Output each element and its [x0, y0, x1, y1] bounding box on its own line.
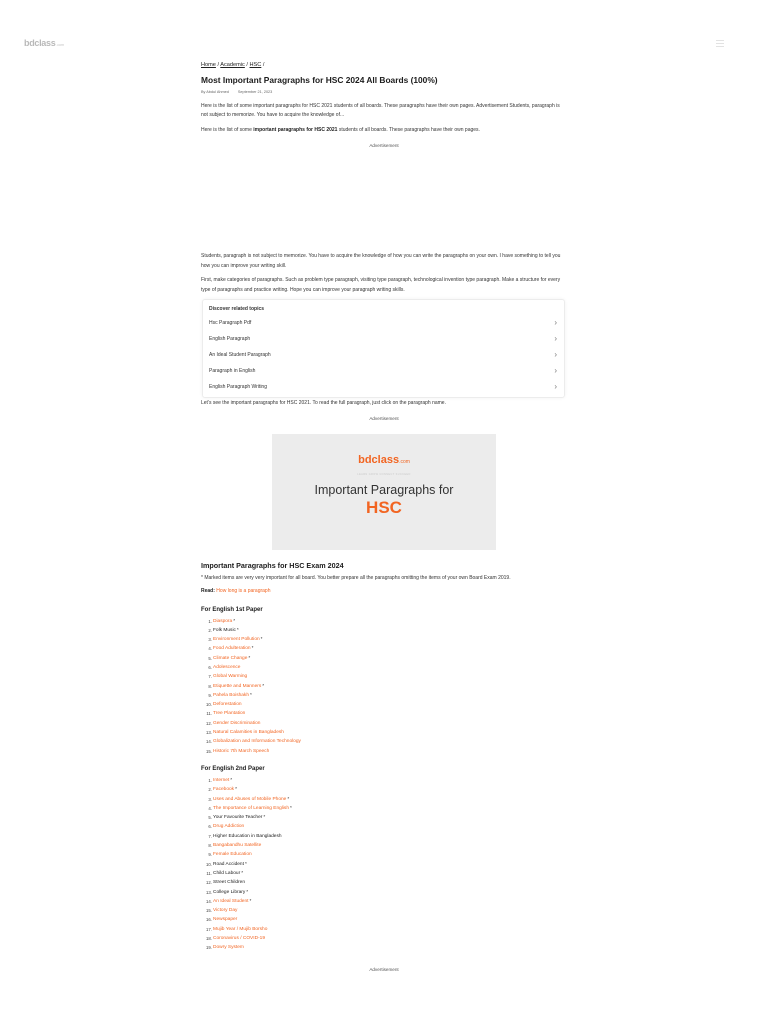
list-item-number: 17. — [206, 926, 212, 932]
paragraph-link[interactable]: Gender Discrimination — [213, 720, 261, 726]
list-item[interactable] — [201, 654, 567, 663]
list-item-number: 7. — [208, 674, 212, 680]
list-item[interactable] — [201, 925, 567, 934]
list-item[interactable] — [201, 906, 567, 915]
chevron-right-icon: › — [554, 334, 557, 343]
paragraph-link[interactable]: Climate Change — [213, 655, 248, 661]
list-item — [201, 832, 567, 841]
important-marker: * — [263, 815, 266, 821]
list-item-number: 16. — [206, 917, 212, 923]
related-topic-item[interactable]: Paragraph in English › — [203, 363, 564, 379]
list-item-number: 5. — [208, 815, 212, 821]
paragraph-title: Higher Education in Bangladesh — [213, 833, 282, 839]
list-item-number: 4. — [208, 646, 212, 652]
list-item[interactable] — [201, 943, 567, 952]
list-item[interactable] — [201, 728, 567, 737]
section-heading: Important Paragraphs for HSC Exam 2024 — [201, 560, 344, 570]
list-item — [201, 626, 567, 635]
post-paragraph: Students, paragraph is not subject to memorize. You have to acquire the knowledge of how you can write the paragraphs on your own. I have something to tell you how you can improve your writing skill. — [201, 253, 561, 269]
breadcrumb: Home / Academic / HSC / — [201, 62, 265, 68]
post-paragraph: Let’s see the important paragraphs for HSC 2021. To read the full paragraph, just click on the paragraph name. — [201, 400, 446, 406]
list-item[interactable] — [201, 897, 567, 906]
paragraph-title: Your Favourite Teacher — [213, 815, 263, 821]
section-note: * Marked items are very very important for all board. You better prepare all the paragraphs omitting the items of your own Board Exam 2019. — [201, 574, 511, 581]
second-paper-list — [201, 776, 567, 953]
post-paragraph: Here is the list of some important paragraphs for HSC 2021 students of all boards. These paragraphs have their own pages. — [201, 126, 480, 133]
hero-line1: Important Paragraphs for — [314, 482, 454, 497]
chevron-right-icon: › — [554, 382, 557, 391]
important-marker: * — [248, 655, 251, 661]
paragraph-link[interactable]: Adolescence — [213, 664, 241, 670]
list-item-number: 8. — [208, 843, 212, 849]
list-item[interactable] — [201, 785, 567, 794]
paragraph-title: Folk Music — [213, 627, 236, 633]
first-paper-list — [201, 617, 567, 756]
important-marker: * — [250, 692, 252, 698]
read-more: Read: How long is a paragraph — [201, 588, 271, 594]
chevron-right-icon: › — [554, 318, 557, 327]
featured-image — [272, 434, 496, 550]
list-item-number: 15. — [206, 748, 212, 754]
list-item-number: 19. — [206, 945, 212, 951]
important-marker: * — [260, 637, 263, 643]
site-logo-text: bdclass — [24, 38, 56, 48]
list-item[interactable] — [201, 850, 567, 859]
list-item[interactable] — [201, 804, 567, 813]
paragraph-link[interactable]: The Importance of Learning English — [213, 805, 289, 811]
related-topic-item[interactable]: English Paragraph › — [203, 331, 564, 347]
first-paper-heading: For English 1st Paper — [201, 606, 263, 613]
paragraph-link[interactable]: Facebook — [213, 787, 235, 793]
important-marker: * — [290, 805, 292, 811]
paragraph-link[interactable]: Victory Day — [213, 908, 238, 914]
paragraph-link[interactable]: Drug Addiction — [213, 824, 245, 830]
list-item[interactable] — [201, 934, 567, 943]
list-item-number: 3. — [208, 796, 212, 802]
important-marker: * — [249, 898, 252, 904]
list-item — [201, 888, 567, 897]
paragraph-link[interactable]: Environment Pollution — [213, 637, 260, 643]
list-item-number: 9. — [208, 852, 212, 858]
list-item — [201, 813, 567, 822]
list-item-number: 11. — [206, 870, 212, 876]
paragraph-link[interactable]: Dowry System — [213, 945, 244, 951]
list-item[interactable] — [201, 719, 567, 728]
advertisement: Advertisement — [369, 415, 399, 421]
related-topic-item[interactable]: An Ideal Student Paragraph › — [203, 347, 564, 363]
chevron-right-icon: › — [554, 350, 557, 359]
list-item-number: 1. — [208, 618, 212, 624]
breadcrumb-home[interactable]: Home — [201, 62, 216, 68]
important-marker: * — [233, 618, 236, 624]
paragraph-link[interactable]: Female Education — [213, 852, 252, 858]
list-item[interactable] — [201, 700, 567, 709]
paragraph-link[interactable]: Deforestation — [213, 702, 242, 708]
list-item-number: 15. — [206, 908, 212, 914]
list-item[interactable] — [201, 915, 567, 924]
list-item-number: 12. — [206, 720, 212, 726]
list-item — [201, 869, 567, 878]
second-paper-heading: For English 2nd Paper — [201, 765, 265, 772]
site-logo-suffix: .com — [56, 42, 64, 47]
list-item-number: 1. — [208, 777, 212, 783]
list-item[interactable] — [201, 747, 567, 756]
paragraph-link[interactable]: Historic 7th March Speech — [213, 748, 270, 754]
menu-icon[interactable] — [716, 40, 724, 48]
list-item[interactable] — [201, 795, 567, 804]
paragraph-link[interactable]: Uses and Abuses of Mobile Phone — [213, 796, 287, 802]
list-item[interactable] — [201, 635, 567, 644]
list-item-number: 12. — [206, 880, 212, 886]
paragraph-link[interactable]: An Ideal Student — [213, 898, 249, 904]
list-item[interactable] — [201, 691, 567, 700]
list-item[interactable] — [201, 617, 567, 626]
paragraph-link[interactable]: Internet — [213, 777, 230, 783]
page-title: Most Important Paragraphs for HSC 2024 All Boards (100%) — [201, 74, 438, 85]
paragraph-link[interactable]: Natural Calamities in Bangladesh — [213, 730, 284, 736]
post-date: September 21, 2023 — [237, 89, 273, 94]
breadcrumb-academic[interactable]: Academic — [220, 62, 245, 68]
list-item[interactable] — [201, 644, 567, 653]
paragraph-link[interactable]: Bangabandhu Satellite — [213, 843, 262, 849]
paragraph-title: Street Children — [213, 880, 245, 886]
related-topics-box — [202, 299, 565, 398]
hero-line2: HSC — [366, 497, 402, 517]
list-item-number: 4. — [208, 805, 212, 811]
list-item-number: 6. — [208, 824, 212, 830]
list-item-number: 6. — [208, 664, 212, 670]
list-item[interactable] — [201, 672, 567, 681]
hero-logo: bdclass.com — [358, 453, 410, 466]
important-marker: * — [241, 870, 244, 876]
paragraph-link[interactable]: Globalization and Information Technology — [213, 739, 301, 745]
list-item-number: 10. — [206, 702, 212, 708]
list-item-number: 2. — [208, 627, 212, 633]
list-item-number: 5. — [208, 655, 212, 661]
paragraph-link[interactable]: Food Adulteration — [213, 646, 251, 652]
paragraph-link[interactable]: Global Warming — [213, 674, 248, 680]
list-item[interactable] — [201, 776, 567, 785]
important-marker: * — [236, 627, 239, 633]
paragraph-link[interactable]: Mujib Year / Mujib Borsho — [213, 926, 268, 932]
list-item-number: 8. — [208, 683, 212, 689]
related-topic-item[interactable]: Hsc Paragraph Pdf › — [203, 315, 564, 331]
breadcrumb-hsc[interactable]: HSC — [249, 62, 262, 68]
site-logo[interactable] — [24, 38, 64, 48]
list-item — [201, 878, 567, 887]
list-item-number: 2. — [208, 787, 212, 793]
advertisement: Advertisement — [369, 143, 399, 148]
paragraph-link[interactable]: Newspaper — [213, 917, 238, 923]
list-item[interactable] — [201, 841, 567, 850]
list-item[interactable] — [201, 682, 567, 691]
article — [201, 60, 567, 974]
list-item-number: 7. — [208, 833, 212, 839]
paragraph-title: College Library — [213, 889, 246, 895]
important-marker: * — [262, 683, 265, 689]
advertisement: Advertisement — [369, 966, 399, 972]
chevron-right-icon: › — [554, 366, 557, 375]
list-item-number: 13. — [206, 889, 212, 895]
list-item[interactable] — [201, 709, 567, 718]
important-marker: * — [235, 787, 237, 793]
list-item-number: 9. — [208, 692, 212, 698]
list-item[interactable] — [201, 737, 567, 746]
list-item-number: 3. — [208, 637, 212, 643]
important-marker: * — [287, 796, 290, 802]
list-item[interactable] — [201, 663, 567, 672]
list-item-number: 14. — [206, 739, 212, 745]
paragraph-link[interactable]: Etiquette and Manners — [213, 683, 262, 689]
list-item[interactable] — [201, 822, 567, 831]
list-item-number: 18. — [206, 936, 212, 941]
important-marker: * — [244, 861, 247, 867]
related-topics-heading: Discover related topics — [209, 306, 265, 312]
hero-tagline: LEARN GROW CONNECT SUCCEED — [357, 472, 411, 476]
paragraph-title: Road Accident — [213, 861, 244, 867]
paragraph-link[interactable]: Coronavirus / COVID-19 — [213, 936, 265, 941]
list-item — [201, 860, 567, 869]
paragraph-link[interactable]: Diaspora — [213, 618, 233, 624]
list-item-number: 14. — [206, 898, 212, 904]
important-marker: * — [246, 889, 249, 895]
post-intro: Here is the list of some important paragraphs for HSC 2021 students of all boards. These paragraphs have their own pages. Advertisement Students, paragraph is not subject to memorize. You have to acquire the knowledge of... — [201, 102, 560, 118]
important-marker: * — [230, 777, 233, 783]
paragraph-title: Child Labour — [213, 870, 241, 876]
list-item-number: 11. — [206, 711, 212, 717]
list-item-number: 10. — [206, 861, 212, 867]
post-meta — [201, 88, 567, 97]
list-item-number: 13. — [206, 730, 212, 736]
read-more-link[interactable]: How long is a paragraph — [216, 588, 271, 594]
important-marker: * — [251, 646, 254, 652]
post-author[interactable]: By Abdul Ahmed — [201, 89, 229, 94]
paragraph-link[interactable]: Pahela Boishakh — [213, 692, 250, 698]
paragraph-link[interactable]: Tree Plantation — [213, 711, 246, 717]
related-topic-item[interactable]: English Paragraph Writing › — [203, 379, 564, 395]
post-paragraph: First, make categories of paragraphs. Such as problem type paragraph, visiting type paragraph, technological invention type paragraph. Make a structure for every type of paragraphs and practice writing. Hope you can improve your paragraph writing skills. — [201, 277, 561, 293]
